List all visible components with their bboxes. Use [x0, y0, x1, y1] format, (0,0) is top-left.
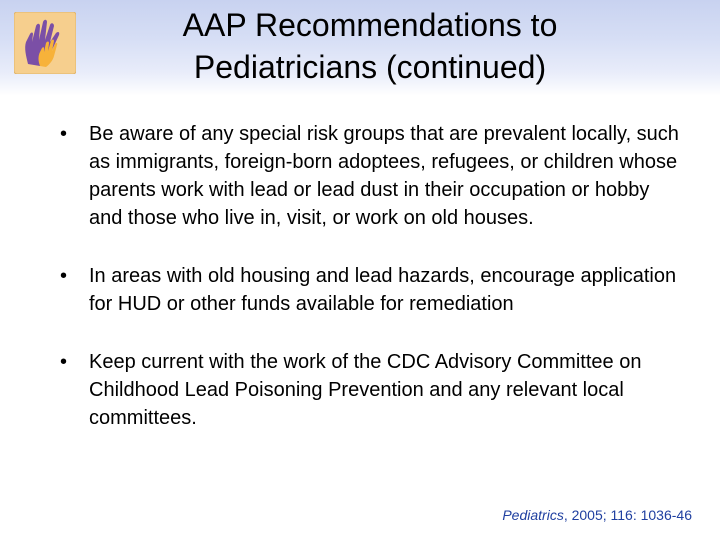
citation-journal: Pediatrics: [502, 507, 564, 523]
bullet-dot: •: [60, 351, 68, 373]
bullet-item: [60, 348, 680, 432]
hands-logo-icon: [14, 12, 76, 74]
bullet-text: Be aware of any special risk groups that are prevalent locally, such as immigrants, foreign-born adoptees, refugees, or children whose parents work with lead or lead dust in their occupation or hobby and those who live in, visit, or work on old houses.: [89, 123, 679, 229]
citation-details: , 2005; 116: 1036-46: [563, 507, 692, 523]
bullet-text: In areas with old housing and lead hazards, encourage application for HUD or other funds available for remediation: [89, 265, 677, 315]
bullet-item: [60, 262, 680, 318]
citation: [502, 506, 692, 524]
bullet-list: [60, 120, 680, 462]
page-title: [110, 4, 630, 88]
title-line-1: AAP Recommendations to: [182, 7, 558, 43]
bullet-dot: •: [60, 123, 68, 145]
bullet-dot: •: [60, 265, 68, 287]
bullet-text: Keep current with the work of the CDC Advisory Committee on Childhood Lead Poisoning Prevention and any relevant local committees.: [89, 351, 642, 429]
title-line-2: Pediatricians (continued): [193, 49, 547, 85]
bullet-item: [60, 120, 680, 232]
